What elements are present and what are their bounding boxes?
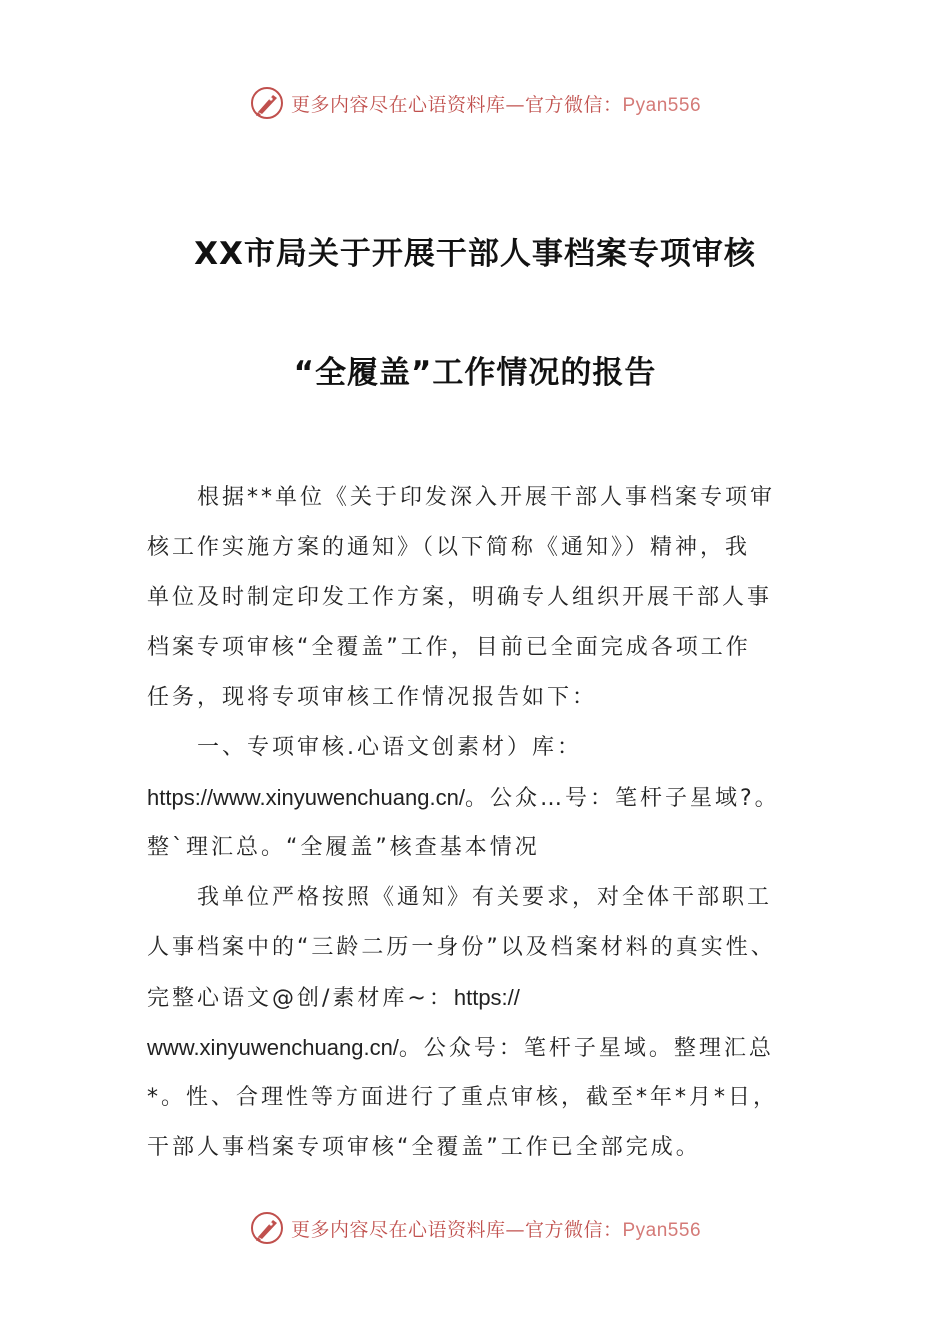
document-body: [147, 478, 807, 1178]
body-line: www.xinyuwenchuang.cn/。公众号：笔杆子星域。整理汇总: [147, 1035, 774, 1061]
body-line: 整`理汇总。“全履盖”核查基本情况: [147, 835, 540, 860]
header-banner: [0, 83, 950, 123]
wechat-id: Pyan556: [622, 1219, 702, 1241]
section-heading-1: 一、专项审核.心语文创素材）库：: [197, 735, 582, 760]
body-line: 我单位严格按照《通知》有关要求，对全体干部职工: [197, 885, 773, 910]
body-line: *。性、合理性等方面进行了重点审核，截至*年*月*日，: [147, 1085, 779, 1110]
body-line: 完整心语文@创/素材库~：https://: [147, 985, 520, 1011]
website-link[interactable]: www.xinyuwenchuang.cn/: [147, 1035, 399, 1060]
pen-nib-logo-icon: [249, 85, 285, 121]
website-link[interactable]: https://: [453, 985, 520, 1010]
body-line: 任务，现将专项审核工作情况报告如下：: [147, 685, 598, 710]
body-line: 档案专项审核“全覆盖”工作，目前已全面完成各项工作: [147, 635, 751, 660]
body-line: 根据**单位《关于印发深入开展干部人事档案专项审: [197, 485, 776, 510]
body-line: 单位及时制定印发工作方案，明确专人组织开展干部人事: [147, 585, 773, 610]
body-line: https://www.xinyuwenchuang.cn/。公众…号：笔杆子星域?。: [147, 785, 780, 811]
document-title-line-2: “全履盖”工作情况的报告: [293, 355, 657, 391]
document-title-line-1: XX市局关于开展干部人事档案专项审核: [194, 236, 756, 272]
banner-text: 更多内容尽在心语资料库—官方微信：Pyan556: [290, 93, 702, 116]
website-link[interactable]: https://www.xinyuwenchuang.cn/: [147, 785, 465, 810]
body-line: 核工作实施方案的通知》（以下简称《通知》）精神，我: [147, 535, 751, 560]
pen-nib-logo-icon: [249, 1210, 285, 1246]
banner-text: 更多内容尽在心语资料库—官方微信：Pyan556: [290, 1218, 702, 1241]
body-line: 干部人事档案专项审核“全覆盖”工作已全部完成。: [147, 1135, 701, 1160]
footer-banner: [0, 1208, 950, 1248]
wechat-id: Pyan556: [622, 94, 702, 116]
body-line: 人事档案中的“三龄二历一身份”以及档案材料的真实性、: [147, 935, 776, 960]
